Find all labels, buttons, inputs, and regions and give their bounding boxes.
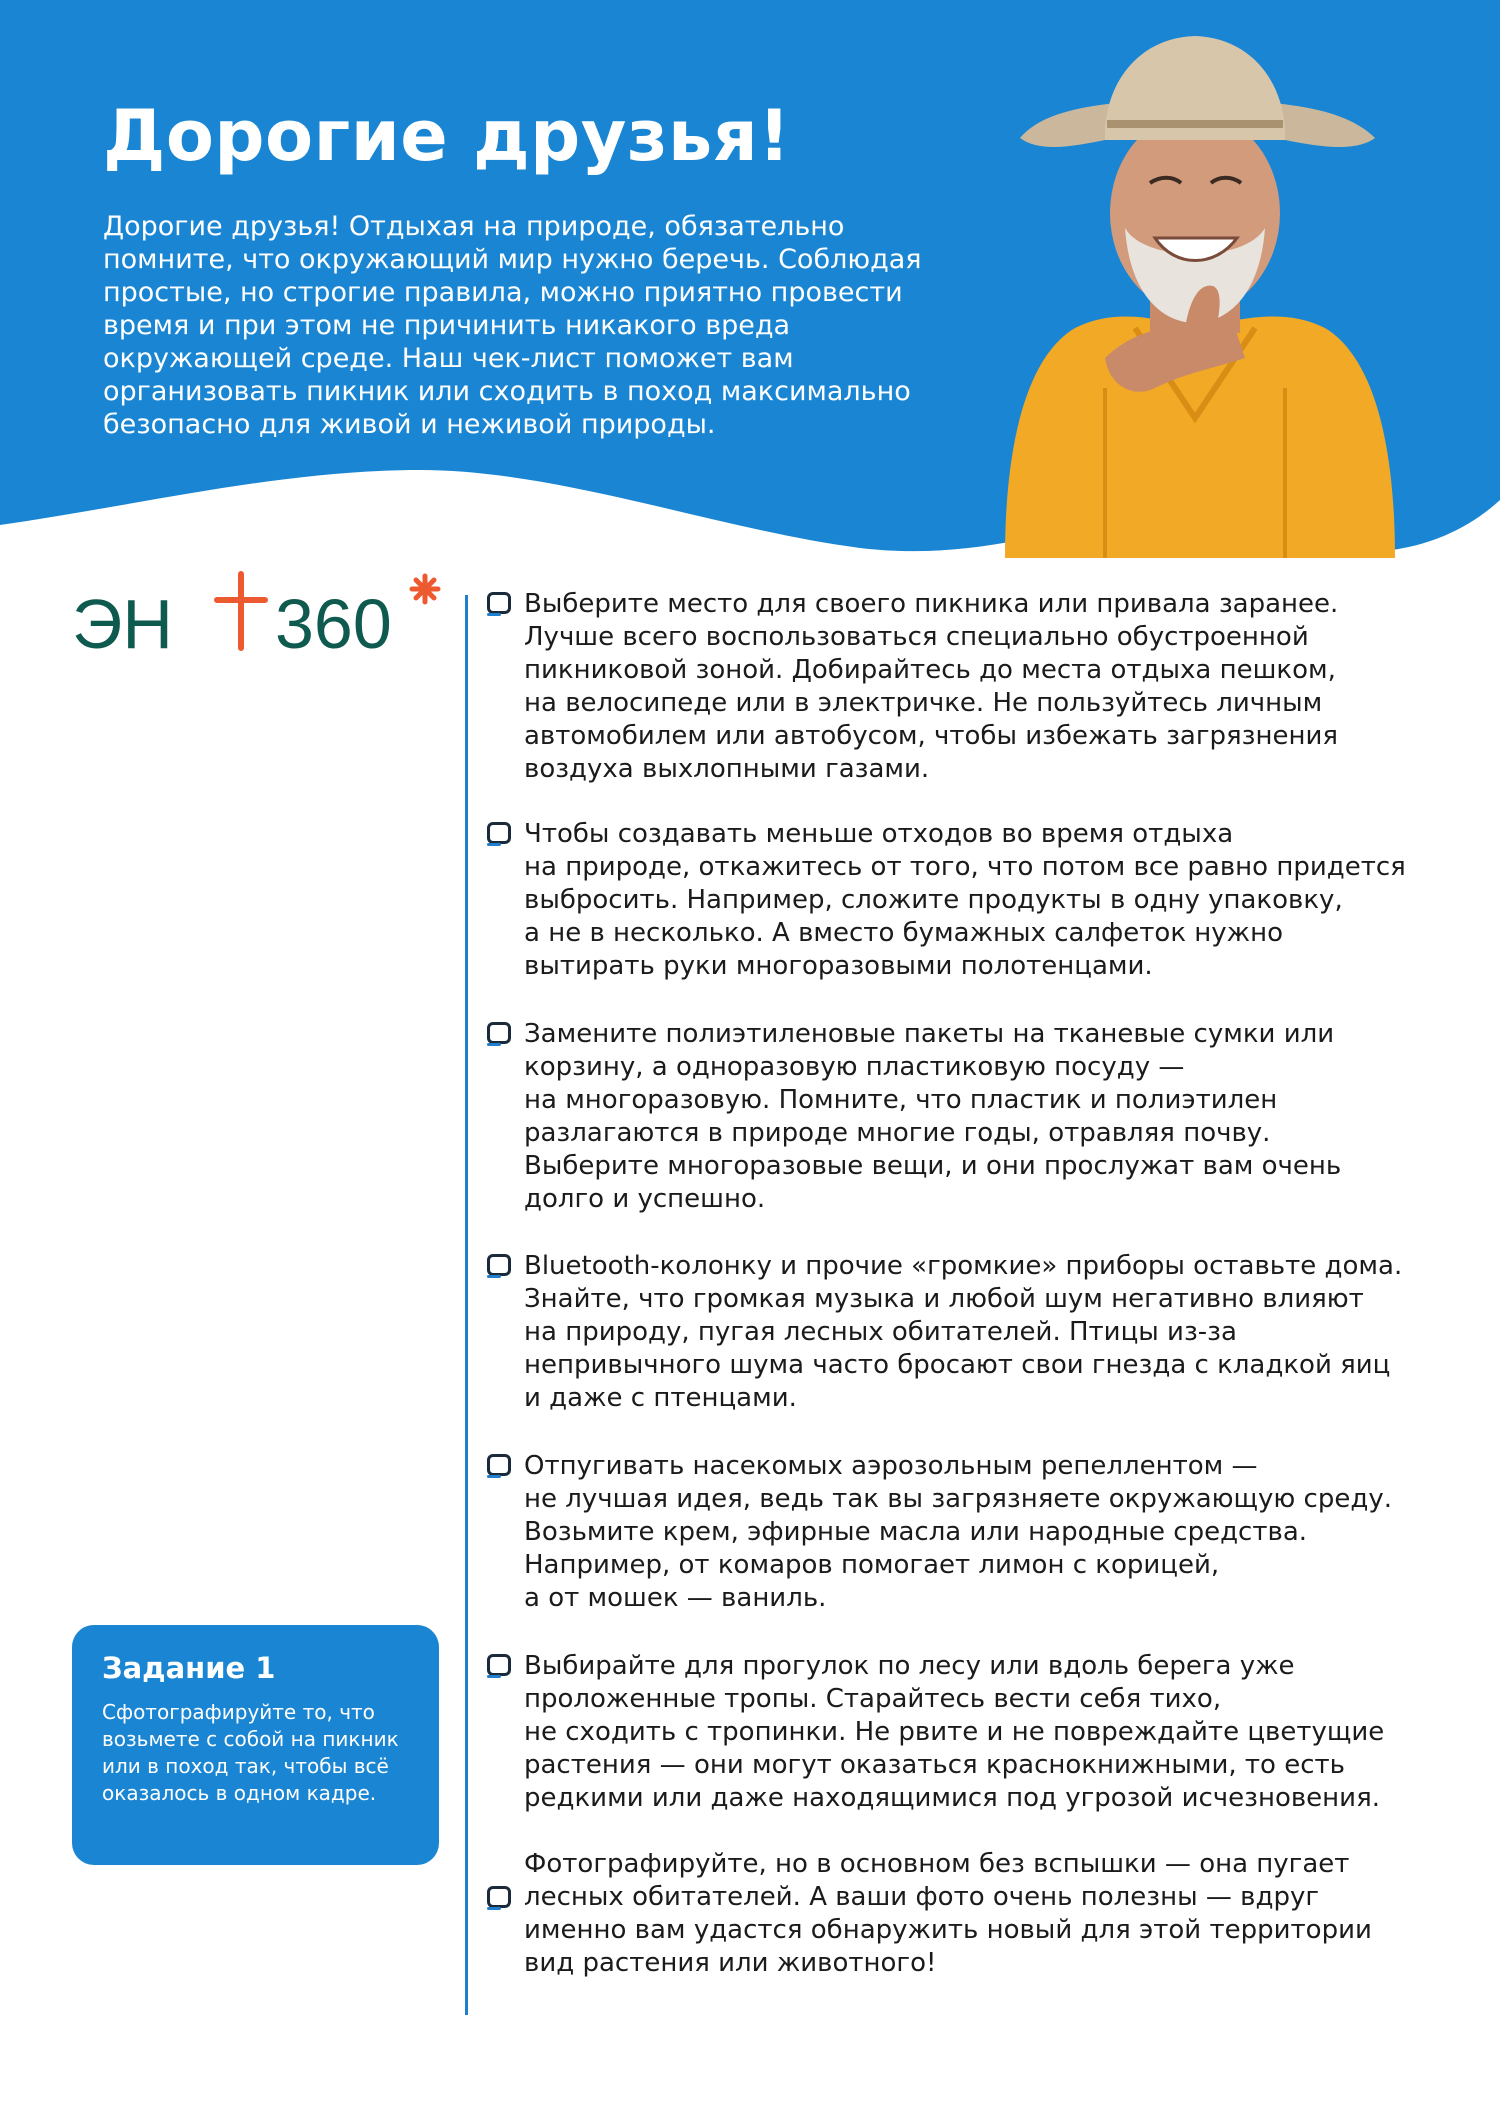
checkbox-icon[interactable]: [487, 1254, 511, 1276]
checkbox-icon[interactable]: [487, 592, 511, 614]
checkbox-icon[interactable]: [487, 1654, 511, 1676]
checkbox-icon[interactable]: [487, 1886, 511, 1908]
checklist-item-text: Отпугивать насекомых аэрозольным репеллентом — не лучшая идея, ведь так вы загрязняете окружающую среду. Возьмите крем, эфирные масла или народные средства. Например, от комаров помогает лимон с корицей, а от мошек — ваниль.: [524, 1451, 1392, 1613]
vertical-divider: [465, 595, 468, 2015]
checklist-item-text: Чтобы создавать меньше отходов во время отдыха на природе, откажитесь от того, что потом все равно придется выбросить. Например, сложите продукты в одну упаковку, а не в несколько. А вместо бумажных салфеток нужно вытирать руки многоразовыми полотенцами.: [524, 819, 1406, 981]
checklist-item: [487, 818, 1417, 983]
checklist-item-text: Выберите место для своего пикника или привала заранее. Лучше всего воспользоваться специально обустроенной пикниковой зоной. Добирайтесь до места отдыха пешком, на велосипеде или в электричке. Не пользуйтесь личным автомобилем или автобусом, чтобы избежать загрязнения воздуха выхлопными газами.: [524, 589, 1339, 784]
logo-star-icon: [412, 576, 438, 602]
checklist-item: [487, 588, 1417, 786]
checkbox-icon[interactable]: [487, 822, 511, 844]
checklist-item: [487, 1450, 1417, 1615]
task-card: [72, 1625, 439, 1865]
logo-plus-icon: [217, 574, 265, 648]
checklist-item-text: Bluetooth-колонку и прочие «громкие» приборы оставьте дома. Знайте, что громкая музыка и любой шум негативно влияют на природу, пугая лесных обитателей. Птицы из-за непривычного шума часто бросают свои гнезда с кладкой яиц и даже с птенцами.: [524, 1251, 1403, 1413]
intro-paragraph: Дорогие друзья! Отдыхая на природе, обязательно помните, что окружающий мир нужно беречь. Соблюдая простые, но строгие правила, можно приятно провести время и при этом не причинить никакого вреда окружающей среде. Наш чек-лист поможет вам организовать пикник или сходить в поход максимально безопасно для живой и неживой природы.: [103, 211, 922, 440]
logo-text-left: ЭН: [72, 585, 173, 663]
page-title: Дорогие друзья!: [103, 95, 791, 177]
checkbox-icon[interactable]: [487, 1454, 511, 1476]
checklist-item: [487, 1018, 1417, 1216]
task-title: Задание 1: [102, 1651, 276, 1685]
logo-text-right: 360: [275, 585, 392, 663]
checklist-item-text: Замените полиэтиленовые пакеты на тканевые сумки или корзину, а одноразовую пластиковую посуду — на многоразовую. Помните, что пластик и полиэтилен разлагаются в природе многие годы, отравляя почву. Выберите многоразовые вещи, и они прослужат вам очень долго и успешно.: [524, 1019, 1342, 1214]
checklist-item: [487, 1848, 1417, 1980]
checklist-item: [487, 1650, 1417, 1815]
checklist-item: [487, 1250, 1417, 1415]
smiling-man-photo: [985, 28, 1405, 558]
checklist-item-text: Выбирайте для прогулок по лесу или вдоль берега уже проложенные тропы. Старайтесь вести себя тихо, не сходить с тропинки. Не рвите и не повреждайте цветущие растения — они могут оказаться краснокнижными, то есть редкими или даже находящимися под угрозой исчезновения.: [524, 1651, 1385, 1813]
checklist-item-text: Фотографируйте, но в основном без вспышки — она пугает лесных обитателей. А ваши фото очень полезны — вдруг именно вам удастся обнаружить новый для этой территории вид растения или животного!: [524, 1849, 1372, 1978]
task-text: Сфотографируйте то, что возьмете с собой на пикник или в поход так, чтобы всё оказалось в одном кадре.: [102, 1700, 399, 1805]
en-plus-360-logo: [70, 560, 450, 670]
checkbox-icon[interactable]: [487, 1022, 511, 1044]
